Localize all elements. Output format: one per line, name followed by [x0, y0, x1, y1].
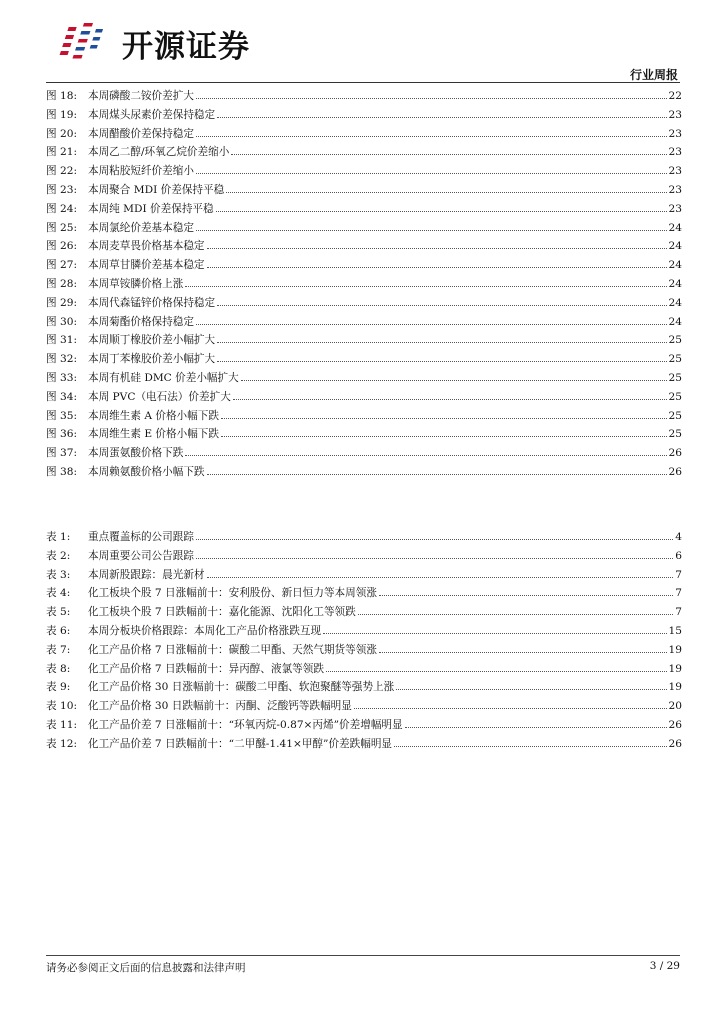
table-entry-number: 表 2:	[46, 549, 71, 562]
figure-entry-page: 23	[668, 127, 682, 140]
table-entry[interactable]	[46, 736, 682, 755]
dot-leader	[231, 154, 666, 155]
figure-entry[interactable]	[46, 276, 682, 295]
figure-entry[interactable]	[46, 126, 682, 145]
figure-entry[interactable]	[46, 88, 682, 107]
table-entry-number: 表 1:	[46, 531, 71, 543]
figure-entry[interactable]	[46, 238, 682, 257]
figure-entry-page: 25	[668, 334, 682, 347]
figure-entry-title[interactable]: 本周麦草畏价格基本稳定	[88, 240, 205, 253]
figure-entry-page: 25	[668, 371, 682, 384]
figure-entry-page: 23	[668, 202, 682, 215]
figure-entry[interactable]	[46, 426, 682, 445]
table-entry-title[interactable]: 化工产品价差 7 日跌幅前十：“二甲醚-1.41×甲醇”价差跌幅明显	[88, 737, 393, 750]
table-entry-number: 表 10:	[46, 700, 78, 713]
table-entry-number: 表 8:	[46, 662, 71, 675]
figure-entry-page: 24	[668, 259, 682, 272]
table-entry-title[interactable]: 化工板块个股 7 日涨幅前十：安利股份、新日恒力等本周领涨	[88, 587, 377, 600]
figure-entry-number: 图 27:	[46, 259, 78, 272]
figure-entry-title[interactable]: 本周赖氨酸价格小幅下跌	[88, 465, 205, 478]
figure-entry-title[interactable]: 本周氯纶价差基本稳定	[88, 221, 194, 234]
figure-entry-title[interactable]: 本周醋酸价差保持稳定	[88, 127, 194, 140]
figure-entry[interactable]	[46, 107, 682, 126]
figure-entry-number: 图 34:	[46, 390, 78, 403]
figure-entry-title[interactable]: 本周乙二醇/环氧乙烷价差缩小	[88, 146, 230, 159]
dot-leader	[196, 98, 667, 99]
figure-entry-number: 图 38:	[46, 465, 78, 478]
figure-entry-title[interactable]: 本周顺丁橡胶价差小幅扩大	[88, 334, 216, 347]
figure-entry-page: 24	[668, 296, 682, 309]
table-entry[interactable]	[46, 567, 682, 586]
figure-entry[interactable]	[46, 220, 682, 239]
dot-leader	[185, 286, 666, 287]
figure-entry-page: 25	[668, 353, 682, 366]
dot-leader	[196, 173, 667, 174]
figure-entry-title[interactable]: 本周煤头尿素价差保持稳定	[88, 108, 216, 121]
dot-leader	[379, 652, 667, 653]
figure-entry-title[interactable]: 本周纯 MDI 价差保持平稳	[88, 202, 214, 215]
dot-leader	[379, 595, 673, 596]
figure-entry-page: 23	[668, 146, 682, 159]
figure-entry-number: 图 20:	[46, 127, 78, 140]
table-entry-title[interactable]: 化工产品价格 7 日跌幅前十：异丙醇、液氯等领跌	[88, 662, 324, 675]
table-entry-page: 20	[668, 700, 682, 713]
dot-leader	[221, 418, 667, 419]
figure-entry[interactable]	[46, 144, 682, 163]
dot-leader	[217, 361, 666, 362]
table-entry-number: 表 5:	[46, 606, 71, 619]
table-entry-title[interactable]: 化工产品价差 7 日涨幅前十：“环氧丙烷-0.87×丙烯”价差增幅明显	[88, 718, 403, 731]
figure-entry-page: 26	[668, 465, 682, 478]
dot-leader	[358, 614, 674, 615]
figure-entry[interactable]	[46, 445, 682, 464]
dot-leader	[326, 671, 667, 672]
figure-entry-number: 图 35:	[46, 409, 78, 422]
figure-list	[46, 88, 682, 483]
figure-entry-number: 图 25:	[46, 221, 78, 234]
table-entry-title[interactable]: 化工产品价格 30 日跌幅前十：丙酮、泛酸钙等跌幅明显	[88, 700, 352, 713]
table-entry-title[interactable]: 本周分板块价格跟踪：本周化工产品价格涨跌互现	[88, 624, 322, 637]
figure-entry-page: 25	[668, 390, 682, 403]
table-entry-page: 7	[675, 606, 682, 619]
dot-leader	[196, 558, 673, 559]
table-entry-number: 表 9:	[46, 681, 71, 694]
dot-leader	[217, 342, 666, 343]
table-entry-page: 19	[668, 662, 682, 675]
figure-entry-page: 26	[668, 447, 682, 460]
figure-entry-number: 图 19:	[46, 108, 78, 121]
table-entry-page: 26	[668, 718, 682, 731]
page-number: 3 / 29	[649, 960, 680, 972]
table-entry-page: 26	[668, 737, 682, 750]
company-logo	[58, 22, 250, 64]
dot-leader	[241, 380, 667, 381]
figure-entry[interactable]	[46, 295, 682, 314]
dot-leader	[226, 192, 666, 193]
table-entry-title[interactable]: 化工产品价格 7 日涨幅前十：碳酸二甲酯、天然气期货等领涨	[88, 643, 377, 656]
footer-divider	[46, 955, 680, 956]
dot-leader	[394, 746, 667, 747]
figure-entry-title[interactable]: 本周维生素 E 价格小幅下跌	[88, 428, 219, 441]
figure-entry-page: 24	[668, 277, 682, 290]
figure-entry-page: 22	[668, 90, 682, 102]
dot-leader	[196, 539, 673, 540]
table-entry-title[interactable]: 化工板块个股 7 日跌幅前十：嘉化能源、沈阳化工等领跌	[88, 606, 356, 619]
dot-leader	[217, 305, 666, 306]
figure-entry[interactable]	[46, 389, 682, 408]
dot-leader	[405, 727, 667, 728]
figure-entry-title[interactable]: 本周代森锰锌价格保持稳定	[88, 296, 216, 309]
table-entry-page: 7	[675, 568, 682, 581]
figure-entry[interactable]	[46, 257, 682, 276]
table-entry[interactable]	[46, 604, 682, 623]
figure-entry-number: 图 29:	[46, 296, 78, 309]
logo-mark-icon	[58, 23, 114, 63]
dot-leader	[323, 633, 666, 634]
table-entry[interactable]	[46, 548, 682, 567]
dot-leader	[221, 436, 667, 437]
figure-entry[interactable]	[46, 370, 682, 389]
table-entry-title[interactable]: 重点覆盖标的公司跟踪	[88, 531, 194, 543]
dot-leader	[354, 708, 667, 709]
dot-leader	[207, 248, 667, 249]
dot-leader	[207, 474, 667, 475]
figure-entry-title[interactable]: 本周 PVC（电石法）价差扩大	[88, 390, 231, 403]
figure-entry-number: 图 31:	[46, 334, 78, 347]
table-entry-page: 6	[675, 549, 682, 562]
figure-entry-number: 图 32:	[46, 353, 78, 366]
figure-entry-number: 图 24:	[46, 202, 78, 215]
figure-entry[interactable]	[46, 201, 682, 220]
figure-entry-title[interactable]: 本周粘胶短纤价差缩小	[88, 165, 194, 178]
table-entry-page: 19	[668, 681, 682, 694]
header-divider	[46, 82, 680, 83]
figure-entry-number: 图 30:	[46, 315, 78, 328]
figure-entry[interactable]	[46, 332, 682, 351]
figure-entry-title[interactable]: 本周菊酯价格保持稳定	[88, 315, 194, 328]
figure-entry-title[interactable]: 本周丁苯橡胶价差小幅扩大	[88, 353, 216, 366]
figure-entry-title[interactable]: 本周草甘膦价差基本稳定	[88, 259, 205, 272]
dot-leader	[185, 455, 666, 456]
table-entry-title[interactable]: 本周新股跟踪：晨光新材	[88, 568, 205, 581]
figure-entry-number: 图 26:	[46, 240, 78, 253]
table-entry-number: 表 6:	[46, 624, 71, 637]
table-entry[interactable]	[46, 623, 682, 642]
figure-entry-page: 23	[668, 183, 682, 196]
table-entry-page: 19	[668, 643, 682, 656]
table-entry[interactable]	[46, 642, 682, 661]
figure-entry-page: 25	[668, 409, 682, 422]
figure-entry-number: 图 18:	[46, 90, 78, 102]
figure-entry-title[interactable]: 本周聚合 MDI 价差保持平稳	[88, 183, 225, 196]
dot-leader	[196, 136, 667, 137]
figure-entry-number: 图 21:	[46, 146, 78, 159]
table-entry[interactable]	[46, 679, 682, 698]
table-entry[interactable]	[46, 585, 682, 604]
figure-entry-title[interactable]: 本周磷酸二铵价差扩大	[88, 90, 194, 102]
dot-leader	[196, 230, 667, 231]
table-list	[46, 529, 682, 755]
dot-leader	[207, 267, 667, 268]
figure-entry-number: 图 28:	[46, 277, 78, 290]
figure-entry-page: 23	[668, 165, 682, 178]
table-entry-page: 7	[675, 587, 682, 600]
report-type-label: 行业周报	[629, 68, 678, 82]
table-entry-number: 表 11:	[46, 718, 78, 731]
table-entry-page: 15	[668, 624, 682, 637]
figure-entry[interactable]	[46, 163, 682, 182]
figure-entry[interactable]	[46, 408, 682, 427]
figure-entry[interactable]	[46, 464, 682, 483]
table-entry-number: 表 12:	[46, 737, 78, 750]
figure-entry-page: 23	[668, 108, 682, 121]
figure-entry-title[interactable]: 本周维生素 A 价格小幅下跌	[88, 409, 219, 422]
figure-entry-number: 图 22:	[46, 165, 78, 178]
table-entry[interactable]	[46, 717, 682, 736]
figure-entry[interactable]	[46, 351, 682, 370]
table-entry[interactable]	[46, 698, 682, 717]
figure-entry-number: 图 36:	[46, 428, 78, 441]
dot-leader	[207, 577, 674, 578]
table-entry-number: 表 3:	[46, 568, 71, 581]
dot-leader	[233, 399, 667, 400]
figure-entry-page: 24	[668, 315, 682, 328]
figure-entry-page: 25	[668, 428, 682, 441]
table-entry-number: 表 4:	[46, 587, 71, 600]
figure-entry-page: 24	[668, 240, 682, 253]
footer-disclaimer: 请务必参阅正文后面的信息披露和法律声明	[46, 962, 246, 974]
figure-entry-title[interactable]: 本周草铵膦价格上涨	[88, 277, 184, 290]
dot-leader	[396, 689, 666, 690]
figure-entry-number: 图 23:	[46, 183, 78, 196]
figure-entry[interactable]	[46, 182, 682, 201]
figure-entry-title[interactable]: 本周有机硅 DMC 价差小幅扩大	[88, 371, 239, 384]
figure-entry-title[interactable]: 本周蛋氨酸价格下跌	[88, 447, 184, 460]
dot-leader	[216, 211, 667, 212]
brand-name: 开源证券	[122, 28, 250, 65]
table-entry-number: 表 7:	[46, 643, 71, 656]
table-entry-page: 4	[675, 531, 682, 543]
figure-entry[interactable]	[46, 314, 682, 333]
table-entry[interactable]	[46, 529, 682, 548]
dot-leader	[217, 117, 666, 118]
figure-entry-number: 图 33:	[46, 371, 78, 384]
table-entry-title[interactable]: 本周重要公司公告跟踪	[88, 549, 194, 562]
dot-leader	[196, 324, 667, 325]
table-entry-title[interactable]: 化工产品价格 30 日涨幅前十：碳酸二甲酯、软泡聚醚等强势上涨	[88, 681, 395, 694]
table-entry[interactable]	[46, 661, 682, 680]
figure-entry-number: 图 37:	[46, 447, 78, 460]
figure-entry-page: 24	[668, 221, 682, 234]
